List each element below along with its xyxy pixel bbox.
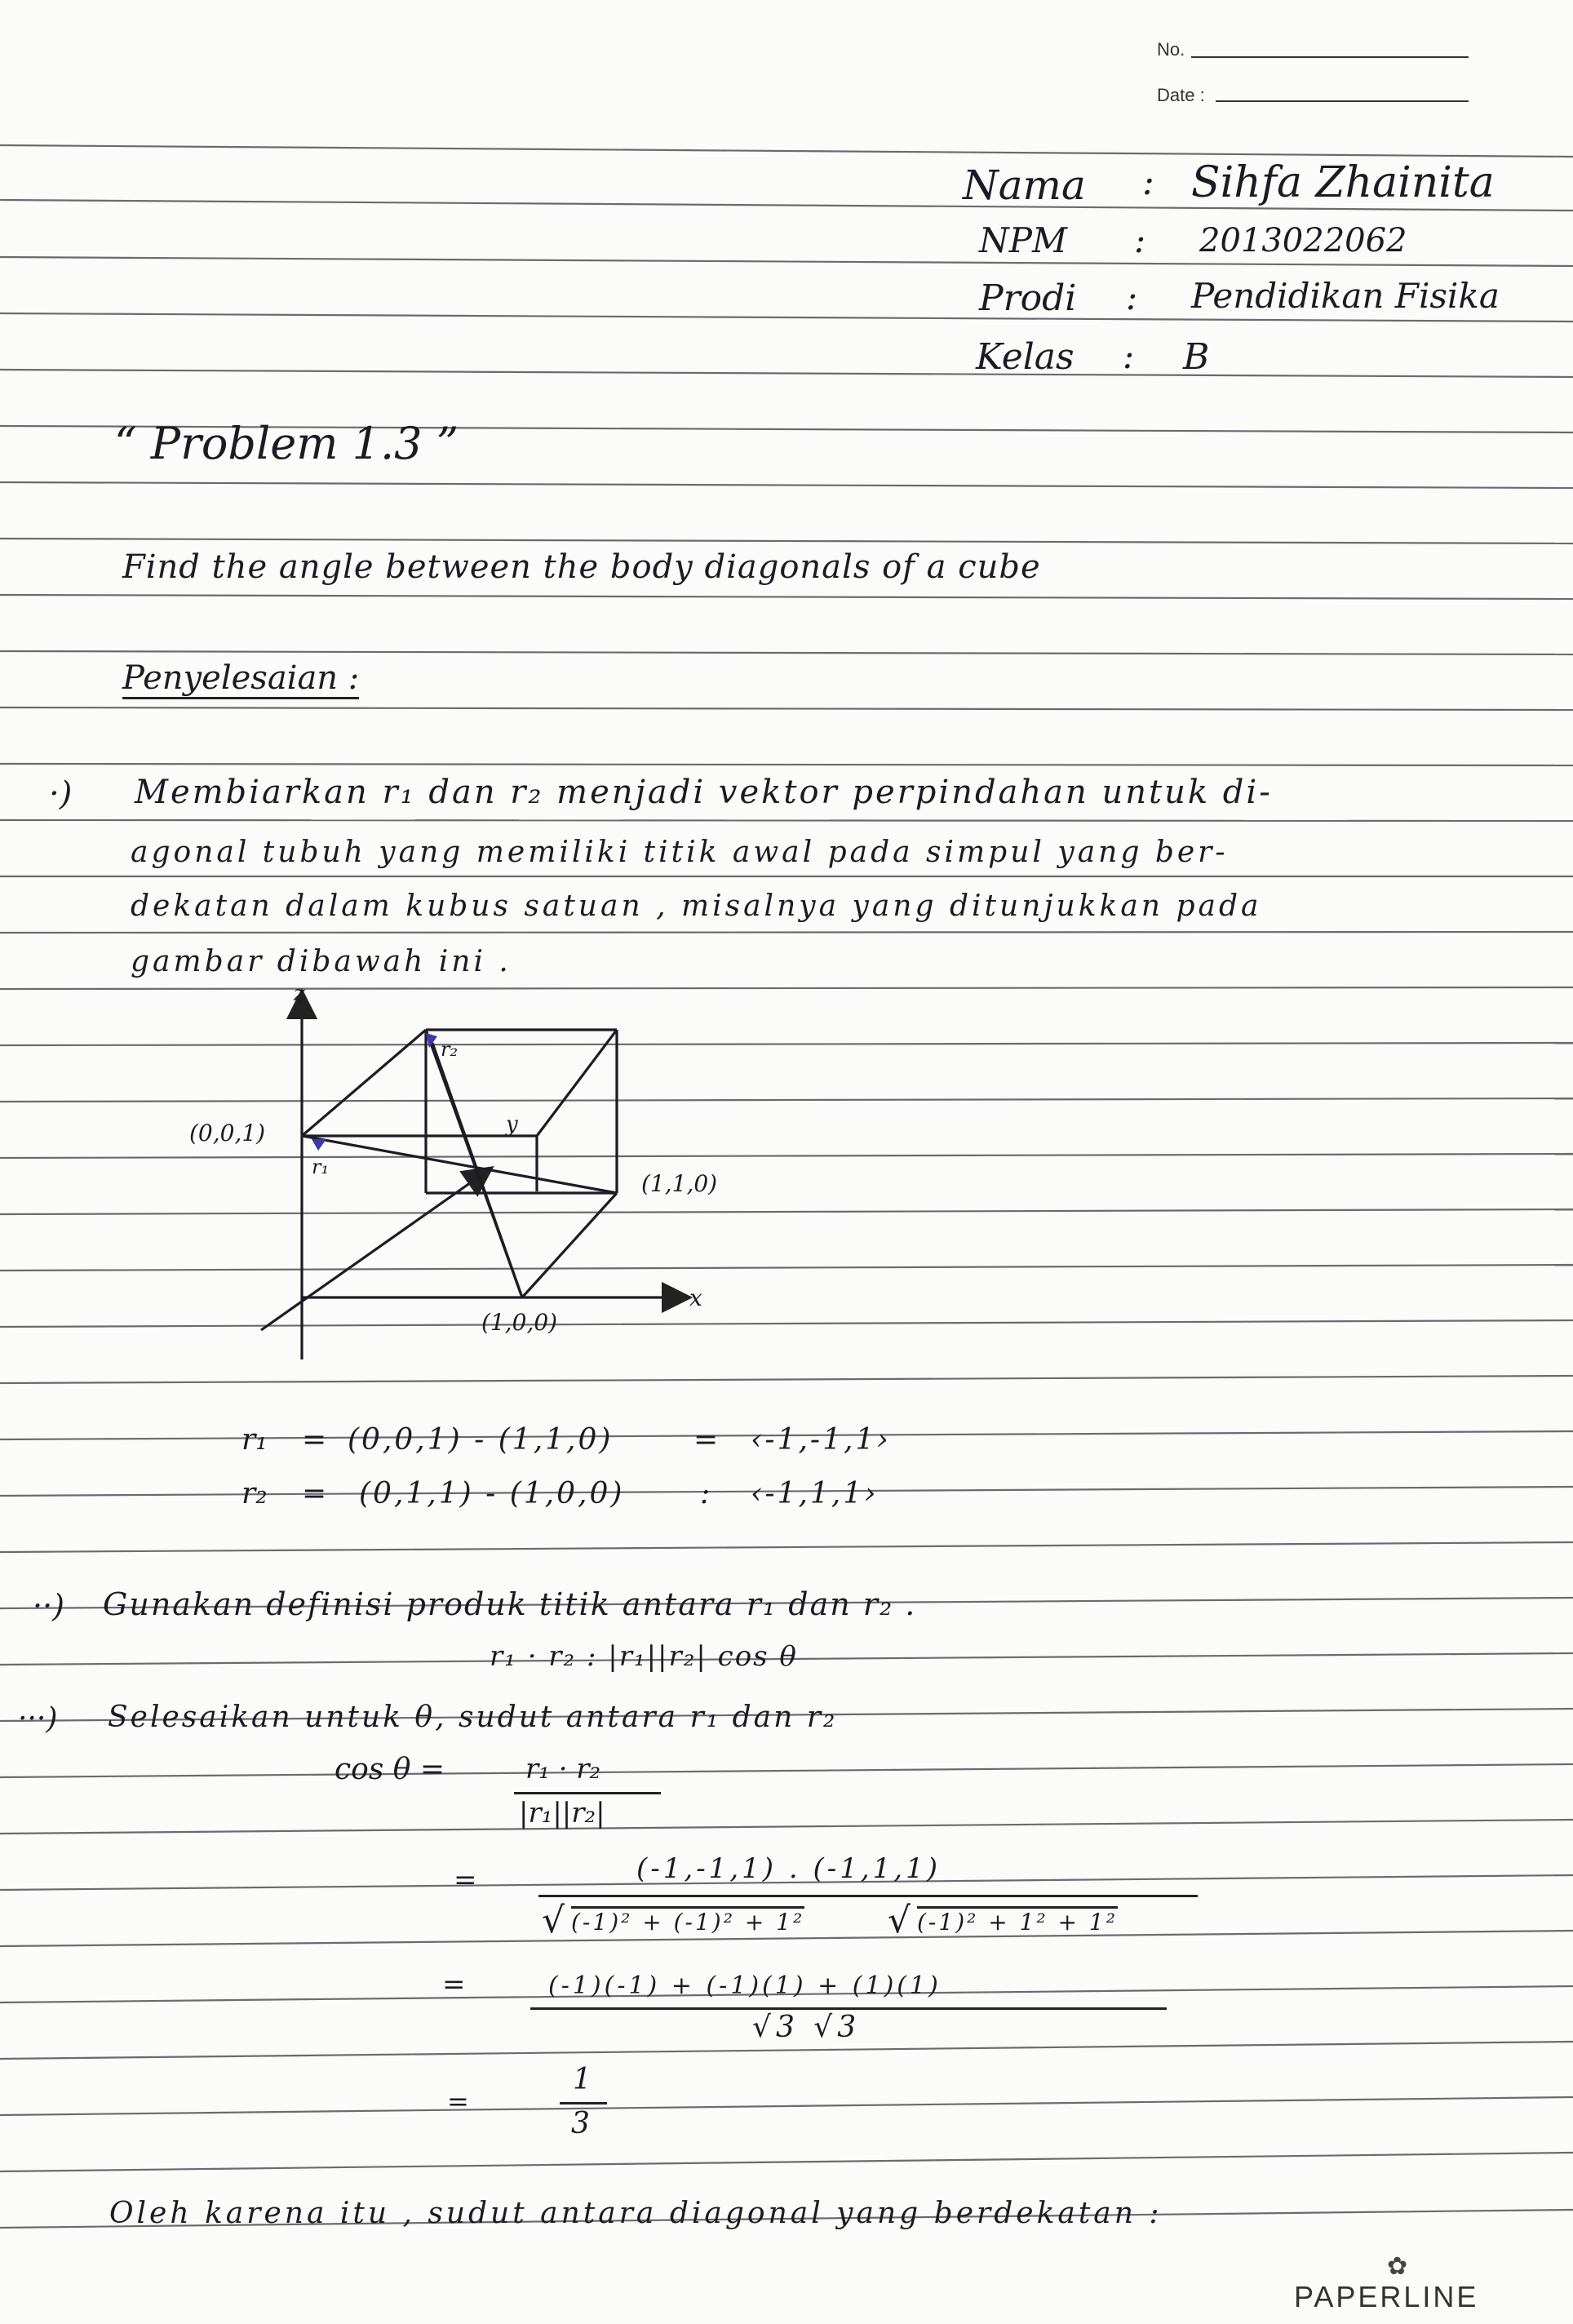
problem-statement: Find the angle between the body diagonals of a cube [122, 548, 1041, 586]
identity-sep-kelas: : [1123, 336, 1135, 376]
identity-label-prodi: Prodi [979, 277, 1077, 319]
vector-r2-eq: = [302, 1477, 327, 1510]
identity-value-nama: Sihfa Zhainita [1191, 158, 1495, 207]
identity-label-nama: Nama [963, 162, 1086, 209]
diagonal-r1 [302, 1136, 617, 1193]
step2-formula: r₁ · r₂ : |r₁||r₂| cos θ [490, 1640, 798, 1673]
identity-value-npm: 2013022062 [1199, 222, 1407, 259]
z-axis-label: z [294, 982, 305, 1006]
identity-label-npm: NPM [979, 220, 1068, 260]
vector-r2-lhs: r₂ [241, 1477, 268, 1510]
step2-text: Gunakan definisi produk titik antara r₁ dan r₂ . [103, 1586, 917, 1622]
step1-line-2: agonal tubuh yang memiliki titik awal pada simpul yang ber- [131, 836, 1229, 869]
r1-label: r₁ [312, 1155, 330, 1178]
step3-text: Selesaikan untuk θ, sudut antara r₁ dan r₂ [108, 1701, 838, 1734]
vector-r1-lhs: r₁ [241, 1423, 268, 1457]
date-label: Date : [1157, 85, 1205, 105]
frac2-denominator-b: (-1)² + 1² + 1² [917, 1906, 1118, 1936]
derivation-eq-3: = [447, 2086, 469, 2117]
vector-r2-expr: (0,1,1) - (1,0,0) [359, 1477, 625, 1510]
frac1-numerator: r₁ · r₂ [525, 1753, 601, 1785]
frac3-numerator: (-1)(-1) + (-1)(1) + (1)(1) [548, 1971, 942, 2000]
step1-line-4: gambar dibawah ini . [131, 945, 512, 978]
brand-logo-icon: ✿ [1387, 2252, 1408, 2281]
frac2-denominator-a: (-1)² + (-1)² + 1² [571, 1906, 804, 1936]
derivation-eq-1: = [454, 1864, 477, 1896]
frac2-numerator: (-1,-1,1) . (-1,1,1) [636, 1852, 941, 1885]
identity-sep-nama: : [1142, 162, 1154, 203]
step1-line-3: dekatan dalam kubus satuan , misalnya yang ditunjukkan pada [131, 889, 1262, 923]
identity-value-prodi: Pendidikan Fisika [1191, 276, 1500, 316]
point-110-label: (1,1,0) [641, 1170, 718, 1197]
vector-r1-eq: = [302, 1423, 327, 1457]
point-100-label: (1,0,0) [481, 1309, 558, 1336]
vector-r1-result: ‹-1,-1,1› [751, 1423, 891, 1457]
frac1-denominator: |r₁||r₂| [519, 1797, 605, 1829]
no-label: No. [1157, 39, 1185, 60]
sqrt-sign-b: √ [888, 1900, 911, 1941]
step2-marker: ··) [33, 1588, 64, 1624]
frac1-bar [514, 1792, 661, 1794]
step1-marker: ·) [49, 775, 73, 813]
frac4-denominator: 3 [571, 2107, 590, 2140]
r2-label: r₂ [441, 1038, 459, 1061]
frac4-numerator: 1 [573, 2063, 592, 2096]
conclusion-text: Oleh karena itu , sudut antara diagonal yang berdekatan : [109, 2197, 1163, 2230]
vector-r1-sep: = [693, 1423, 719, 1457]
derivation-lhs: cos θ = [335, 1753, 445, 1786]
y-axis-label: y [506, 1112, 518, 1137]
solution-heading: Penyelesaian : [122, 659, 359, 699]
frac3-denominator: √3 √3 [752, 2011, 862, 2044]
frac2-bar [538, 1895, 1198, 1897]
problem-title: “ Problem 1.3 ” [114, 418, 459, 469]
frac3-bar [530, 2007, 1167, 2010]
cube-figure [163, 979, 783, 1371]
identity-label-kelas: Kelas [976, 336, 1075, 378]
identity-value-kelas: B [1183, 336, 1210, 378]
identity-sep-npm: : [1134, 220, 1146, 260]
sqrt-sign-a: √ [542, 1900, 565, 1941]
step1-line-1: Membiarkan r₁ dan r₂ menjadi vektor perpindahan untuk di- [135, 774, 1273, 811]
frac4-bar [560, 2102, 607, 2104]
vector-r2-sep: : [700, 1477, 711, 1510]
x-axis-label: x [689, 1284, 702, 1311]
vector-r2-result: ‹-1,1,1› [751, 1477, 879, 1510]
r1-arrowhead [312, 1139, 326, 1151]
brand-name: PAPERLINE [1294, 2280, 1479, 2313]
step3-marker: ···) [18, 1702, 58, 1736]
identity-sep-prodi: : [1126, 277, 1138, 317]
y-axis [261, 1175, 481, 1330]
vector-r1-expr: (0,0,1) - (1,1,0) [348, 1423, 614, 1457]
derivation-eq-2: = [442, 1968, 466, 2001]
point-001-label: (0,0,1) [189, 1120, 266, 1146]
